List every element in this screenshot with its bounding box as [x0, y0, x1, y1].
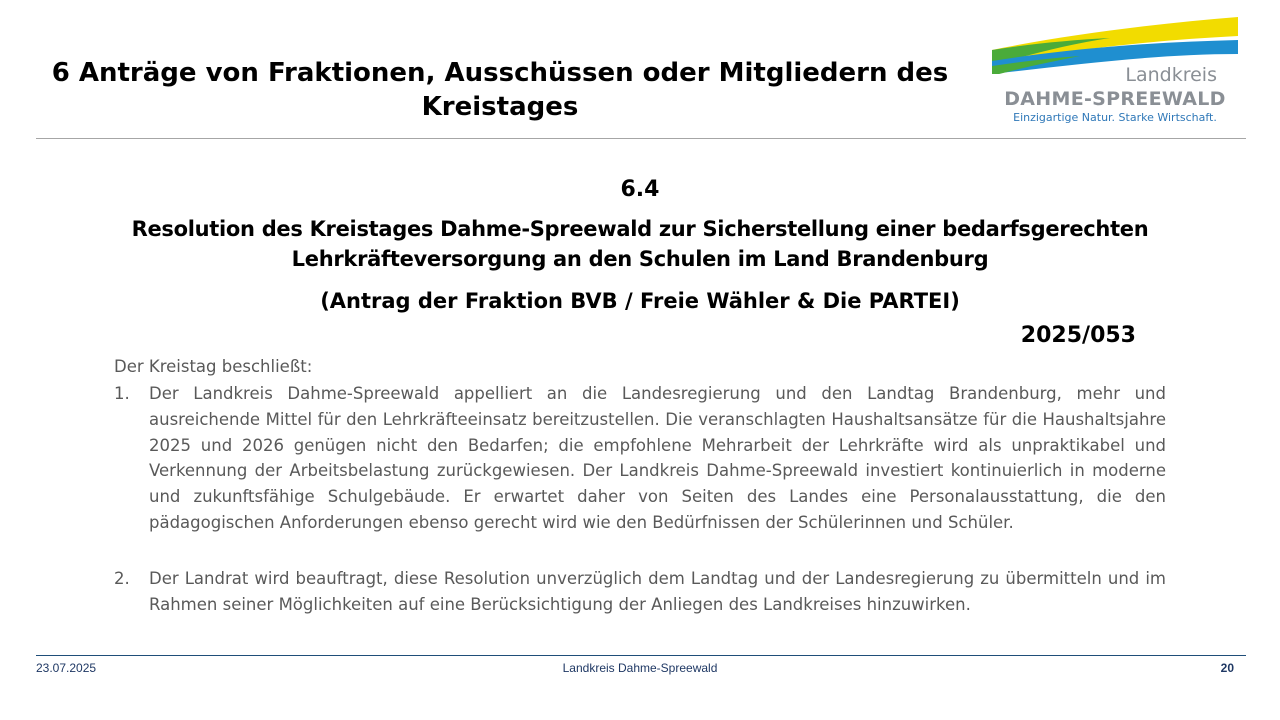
- resolution-list-item: [114, 566, 1166, 618]
- agenda-item-reference: 2025/053: [1020, 323, 1136, 348]
- list-item-text: Der Landkreis Dahme-Spreewald appelliert an die Landesregierung und den Landtag Brandenburg, mehr und ausreichende Mittel für den Lehrkräfteeinsatz bereitzustellen. Die veranschlagten Haushaltsansätze für die Haushaltsjahre 2025 und 2026 genügen nicht den Bedarfen; die empfohlene Mehrarbeit der Lehrkräfte wird als unpraktikabel und Verkennung der Arbeitsbelastung zurückgewiesen. Der Landkreis Dahme-Spreewald investiert kontinuierlich in moderne und zukunftsfähige Schulgebäude. Er erwartet daher von Seiten des Landes eine Personalausstattung, die den pädagogischen Anforderungen ebenso gerecht wird wie den Bedürfnissen der Schülerinnen und Schüler.: [149, 384, 1166, 532]
- logo-word: Landkreis: [1125, 64, 1217, 86]
- header-divider: [36, 138, 1246, 139]
- resolution-intro: Der Kreistag beschließt:: [114, 357, 313, 376]
- resolution-list-item: [114, 381, 1166, 536]
- footer-date: 23.07.2025: [36, 661, 97, 675]
- footer-divider: [36, 655, 1246, 656]
- logo-slogan: Einzigartige Natur. Starke Wirtschaft.: [1013, 111, 1217, 124]
- agenda-item-title: Resolution des Kreistages Dahme-Spreewald zur Sicherstellung einer bedarfsgerechten Lehrkräfteversorgung an den Schulen im Land Brandenburg: [131, 217, 1149, 271]
- logo-name: DAHME-SPREEWALD: [1004, 88, 1226, 110]
- list-item-text: Der Landrat wird beauftragt, diese Resolution unverzüglich dem Landtag und der Landesregierung zu übermitteln und im Rahmen seiner Möglichkeiten auf eine Berücksichtigung der Anliegen des Landkreises hinzuwirken.: [149, 569, 1166, 614]
- slide-title: 6 Anträge von Fraktionen, Ausschüssen oder Mitgliedern des Kreistages: [51, 58, 949, 122]
- footer-organization: Landkreis Dahme-Spreewald: [562, 661, 718, 675]
- list-item-number: 2.: [114, 569, 130, 588]
- agenda-item-motion: (Antrag der Fraktion BVB / Freie Wähler & Die PARTEI): [320, 289, 960, 313]
- list-item-number: 1.: [114, 384, 130, 403]
- landkreis-logo: [990, 14, 1240, 126]
- footer-page-number: 20: [1220, 661, 1234, 675]
- agenda-item-number: 6.4: [620, 177, 660, 202]
